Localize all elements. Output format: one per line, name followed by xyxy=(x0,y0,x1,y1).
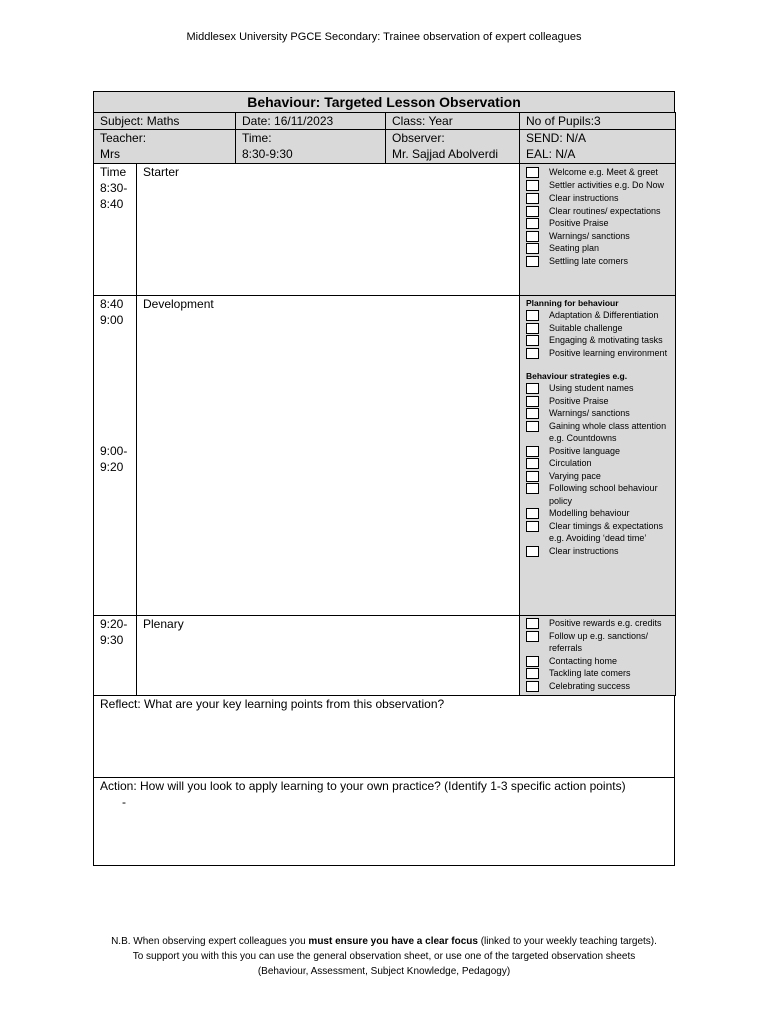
checkbox[interactable] xyxy=(526,323,539,334)
checklist-label: Clear timings & expectations e.g. Avoiding ‘dead time’ xyxy=(549,520,664,543)
checklist-item xyxy=(526,217,673,230)
starter-notes-area[interactable] xyxy=(136,163,520,296)
checklist-item xyxy=(526,179,673,192)
footer-line-2: To support you with this you can use the general observation sheet, or use one of the targeted observation sheets xyxy=(132,951,636,962)
checklist-item xyxy=(526,457,673,470)
reflect-area[interactable] xyxy=(93,695,675,778)
checklist-item xyxy=(526,545,673,558)
plenary-checklist-cell xyxy=(519,615,676,696)
plenary-time-line: 9:20- xyxy=(100,617,128,631)
observer-cell xyxy=(385,129,520,164)
checkbox[interactable] xyxy=(526,668,539,679)
footer-text: N.B. When observing expert colleagues you xyxy=(111,936,309,947)
checklist-label: Warnings/ sanctions xyxy=(549,230,630,241)
development-time-line: 8:40 xyxy=(100,297,124,311)
checkbox[interactable] xyxy=(526,167,539,178)
footer-line-1 xyxy=(0,934,768,949)
action-bullet: - xyxy=(122,795,126,809)
teacher-cell xyxy=(93,129,236,164)
development-time-line: 9:20 xyxy=(100,460,124,474)
checklist-item xyxy=(526,395,673,408)
checkbox[interactable] xyxy=(526,310,539,321)
development-time-line: 9:00- xyxy=(100,444,128,458)
checklist-item xyxy=(526,680,673,693)
form-title: Behaviour: Targeted Lesson Observation xyxy=(93,91,675,113)
checklist-item xyxy=(526,482,673,507)
checkbox[interactable] xyxy=(526,408,539,419)
checklist-label: Celebrating success xyxy=(549,680,631,691)
checklist-label: Following school behaviour policy xyxy=(549,483,658,506)
checklist-label: Suitable challenge xyxy=(549,322,623,333)
checklist-item xyxy=(526,420,673,445)
footer-emphasis: must ensure you have a clear focus xyxy=(308,936,478,947)
checklist-label: Using student names xyxy=(549,383,634,393)
subject-cell: Subject: Maths xyxy=(93,112,236,130)
checklist-item xyxy=(526,520,673,545)
checklist-item xyxy=(526,255,673,268)
plenary-checklist xyxy=(526,617,673,692)
checklist-item xyxy=(526,334,673,347)
send-eal-cell xyxy=(519,129,676,164)
checklist-label: Positive Praise xyxy=(549,395,609,406)
checklist-item xyxy=(526,630,673,655)
checkbox[interactable] xyxy=(526,471,539,482)
checklist-label: Positive Praise xyxy=(549,218,609,228)
checklist-label: Positive learning environment xyxy=(549,347,668,358)
checkbox[interactable] xyxy=(526,218,539,229)
checklist-label: Engaging & motivating tasks xyxy=(549,335,663,345)
checkbox[interactable] xyxy=(526,458,539,469)
checklist-label: Follow up e.g. sanctions/ referrals xyxy=(549,630,649,653)
checklist-label: Positive rewards e.g. credits xyxy=(549,618,662,628)
checkbox[interactable] xyxy=(526,396,539,407)
checkbox[interactable] xyxy=(526,348,539,359)
plenary-notes-area[interactable] xyxy=(136,615,520,696)
starter-time-line: Time xyxy=(100,165,127,179)
strategies-heading: Behaviour strategies e.g. xyxy=(526,371,628,381)
development-time-cell xyxy=(93,295,137,616)
time-label: Time: xyxy=(242,131,272,145)
pupils-cell: No of Pupils:3 xyxy=(519,112,676,130)
plenary-time-cell xyxy=(93,615,137,696)
development-notes-area[interactable] xyxy=(136,295,520,616)
checklist-label: Modelling behaviour xyxy=(549,508,630,518)
checkbox[interactable] xyxy=(526,681,539,692)
observer-label: Observer: xyxy=(392,131,445,145)
checkbox[interactable] xyxy=(526,383,539,394)
checklist-item xyxy=(526,309,673,322)
checklist-label: Seating plan xyxy=(549,243,600,253)
checklist-item xyxy=(526,507,673,520)
development-checklist-cell xyxy=(519,295,676,616)
class-cell: Class: Year xyxy=(385,112,520,130)
checklist-label: Settler activities e.g. Do Now xyxy=(549,179,665,190)
time-cell xyxy=(235,129,386,164)
action-area[interactable] xyxy=(93,777,675,866)
checklist-label: Tackling late comers xyxy=(549,668,631,678)
checklist-item xyxy=(526,242,673,255)
development-heading: Development xyxy=(143,297,214,311)
footer-line-3: (Behaviour, Assessment, Subject Knowledge, Pedagogy) xyxy=(257,966,511,977)
checkbox[interactable] xyxy=(526,231,539,242)
checkbox[interactable] xyxy=(526,180,539,191)
checkbox[interactable] xyxy=(526,656,539,667)
date-cell: Date: 16/11/2023 xyxy=(235,112,386,130)
starter-heading: Starter xyxy=(143,165,180,179)
checklist-item xyxy=(526,166,673,179)
plenary-heading: Plenary xyxy=(143,617,184,631)
checkbox[interactable] xyxy=(526,446,539,457)
checklist-item xyxy=(526,655,673,668)
checklist-item xyxy=(526,617,673,630)
checklist-item xyxy=(526,445,673,458)
starter-checklist-cell xyxy=(519,163,676,296)
development-checklist xyxy=(526,297,673,557)
checklist-item xyxy=(526,192,673,205)
plenary-time-line: 9:30 xyxy=(100,633,124,647)
checkbox[interactable] xyxy=(526,631,539,642)
checklist-label: Circulation xyxy=(549,458,592,468)
checklist-item xyxy=(526,382,673,395)
checklist-label: Clear instructions xyxy=(549,193,619,203)
reflect-prompt: Reflect: What are your key learning points from this observation? xyxy=(100,697,445,711)
checkbox[interactable] xyxy=(526,483,539,494)
footer-note xyxy=(0,934,768,979)
checklist-label: Settling late comers xyxy=(549,255,629,266)
checklist-item xyxy=(526,347,673,360)
checklist-item xyxy=(526,322,673,335)
checklist-label: Warnings/ sanctions xyxy=(549,408,630,418)
development-time-line: 9:00 xyxy=(100,313,124,327)
starter-time-cell xyxy=(93,163,137,296)
checklist-label: Welcome e.g. Meet & greet xyxy=(549,167,658,177)
observation-form xyxy=(93,91,675,866)
checklist-label: Varying pace xyxy=(549,470,601,481)
teacher-value: Mrs xyxy=(100,147,120,161)
checklist-label: Positive language xyxy=(549,445,621,456)
checkbox[interactable] xyxy=(526,206,539,217)
starter-checklist xyxy=(526,166,673,267)
footer-text: (linked to your weekly teaching targets). xyxy=(477,936,657,947)
checkbox[interactable] xyxy=(526,546,539,557)
checkbox[interactable] xyxy=(526,421,539,432)
send-value: SEND: N/A xyxy=(526,131,587,145)
checklist-item xyxy=(526,230,673,243)
checklist-item xyxy=(526,407,673,420)
checklist-label: Gaining whole class attention e.g. Countdowns xyxy=(549,420,667,443)
planning-heading: Planning for behaviour xyxy=(526,298,619,308)
checklist-item xyxy=(526,470,673,483)
starter-time-line: 8:40 xyxy=(100,197,124,211)
time-value: 8:30-9:30 xyxy=(242,147,293,161)
checklist-label: Adaptation & Differentiation xyxy=(549,310,659,320)
checkbox[interactable] xyxy=(526,193,539,204)
checkbox[interactable] xyxy=(526,335,539,346)
observer-value: Mr. Sajjad Abolverdi xyxy=(392,147,499,161)
checklist-label: Clear routines/ expectations xyxy=(549,205,661,216)
starter-time-line: 8:30- xyxy=(100,181,128,195)
checkbox[interactable] xyxy=(526,508,539,519)
checklist-item xyxy=(526,205,673,218)
page-header: Middlesex University PGCE Secondary: Trainee observation of expert colleagues xyxy=(186,31,582,43)
checklist-item xyxy=(526,667,673,680)
action-prompt: Action: How will you look to apply learning to your own practice? (Identify 1-3 specific action points) xyxy=(100,779,626,793)
checkbox[interactable] xyxy=(526,256,539,267)
checklist-label: Clear instructions xyxy=(549,545,619,556)
teacher-label: Teacher: xyxy=(100,131,147,145)
checkbox[interactable] xyxy=(526,243,539,254)
checklist-label: Contacting home xyxy=(549,655,618,666)
checkbox[interactable] xyxy=(526,521,539,532)
checkbox[interactable] xyxy=(526,618,539,629)
eal-value: EAL: N/A xyxy=(526,147,576,161)
